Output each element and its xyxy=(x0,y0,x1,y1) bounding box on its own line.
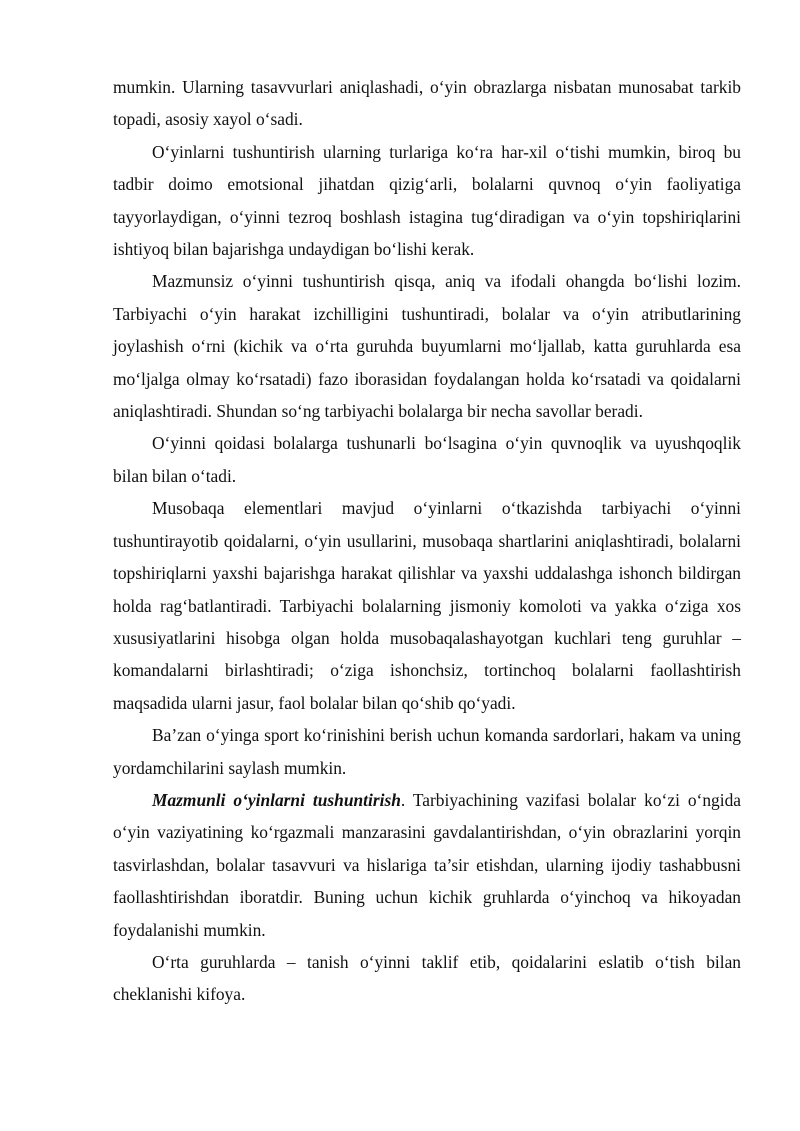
paragraph-plotless-games: Mazmunsiz o‘yinni tushuntirish qisqa, aniq va ifodali ohangda bo‘lishi lozim. Tarbiyachi o‘yin harakat izchilligini tushuntiradi, bolalar va o‘yin atributlarining joylashish o‘rni (kichik va o‘rta guruhda buyumlarni mo‘ljallab, katta guruhlarda esa mo‘ljalga olmay ko‘rsatadi) fazo iborasidan foydalangan holda ko‘rsatadi va qoidalarni aniqlashtiradi. Shundan so‘ng tarbiyachi bolalarga bir necha savollar beradi. xyxy=(113,271,741,422)
paragraph-continuation: mumkin. Ularning tasavvurlari aniqlashadi, o‘yin obrazlarga nisbatan munosabat tarkib topadi, asosiy xayol o‘sadi. xyxy=(113,77,741,130)
paragraph-sport-form: Ba’zan o‘yinga sport ko‘rinishini berish uchun komanda sardorlari, hakam va uning yordamchilarini saylash mumkin. xyxy=(113,725,741,778)
document-page xyxy=(113,71,741,1011)
paragraph-middle-groups: O‘rta guruhlarda – tanish o‘yinni taklif etib, qoidalarini eslatib o‘tish bilan cheklanishi kifoya. xyxy=(113,951,741,1005)
paragraph-plot-games xyxy=(113,784,741,946)
paragraph-competition-games: Musobaqa elementlari mavjud o‘yinlarni o‘tkazishda tarbiyachi o‘yinni tushuntirayotib qoidalarni, o‘yin usullarini, musobaqa shartlarini aniqlashtiradi, bolalarni topshiriqlarni yaxshi bajarishga harakat qilishlar va yaxshi uddalashga ishonch bildirgan holda rag‘batlantiradi. Tarbiyachi bolalarning jismoniy komoloti va yakka o‘ziga xos xususiyatlarini hisobga olgan holda musobaqalashayotgan kuchlari teng guruhlar – komandalarni birlashtiradi; o‘ziga ishonchsiz, tortinchoq bolalarni faollashtirish maqsadida ularni jasur, faol bolalar bilan qo‘shib qo‘yadi. xyxy=(113,498,741,713)
section-heading: Mazmunli o‘yinlarni tushuntirish xyxy=(152,789,401,810)
section-body: . Tarbiyachining vazifasi bolalar ko‘zi o‘ngida o‘yin vaziyatining ko‘rgazmali manzarasini gavdalantirishdan, o‘yin obrazlarini yorqin tasvirlashdan, bolalar tasavvuri va hislariga ta’sir etishdan, ularning ijodiy tashabbusni faollashtirishdan iboratdir. Buning uchun kichik gruhlarda o‘yinchoq va hikoyadan foydalanishi mumkin. xyxy=(113,789,741,940)
paragraph-game-explanation: O‘yinlarni tushuntirish ularning turlariga ko‘ra har-xil o‘tishi mumkin, biroq bu tadbir doimo emotsional jihatdan qizig‘arli, bolalarni quvnoq o‘yin faoliyatiga tayyorlaydigan, o‘yinni tezroq boshlash istagina tug‘diradigan va o‘yin topshiriqlarini ishtiyoq bilan bajarishga undaydigan bo‘lishi kerak. xyxy=(113,141,741,260)
paragraph-game-rules: O‘yinni qoidasi bolalarga tushunarli bo‘lsagina o‘yin quvnoqlik va uyushqoqlik bilan bilan o‘tadi. xyxy=(113,433,741,486)
